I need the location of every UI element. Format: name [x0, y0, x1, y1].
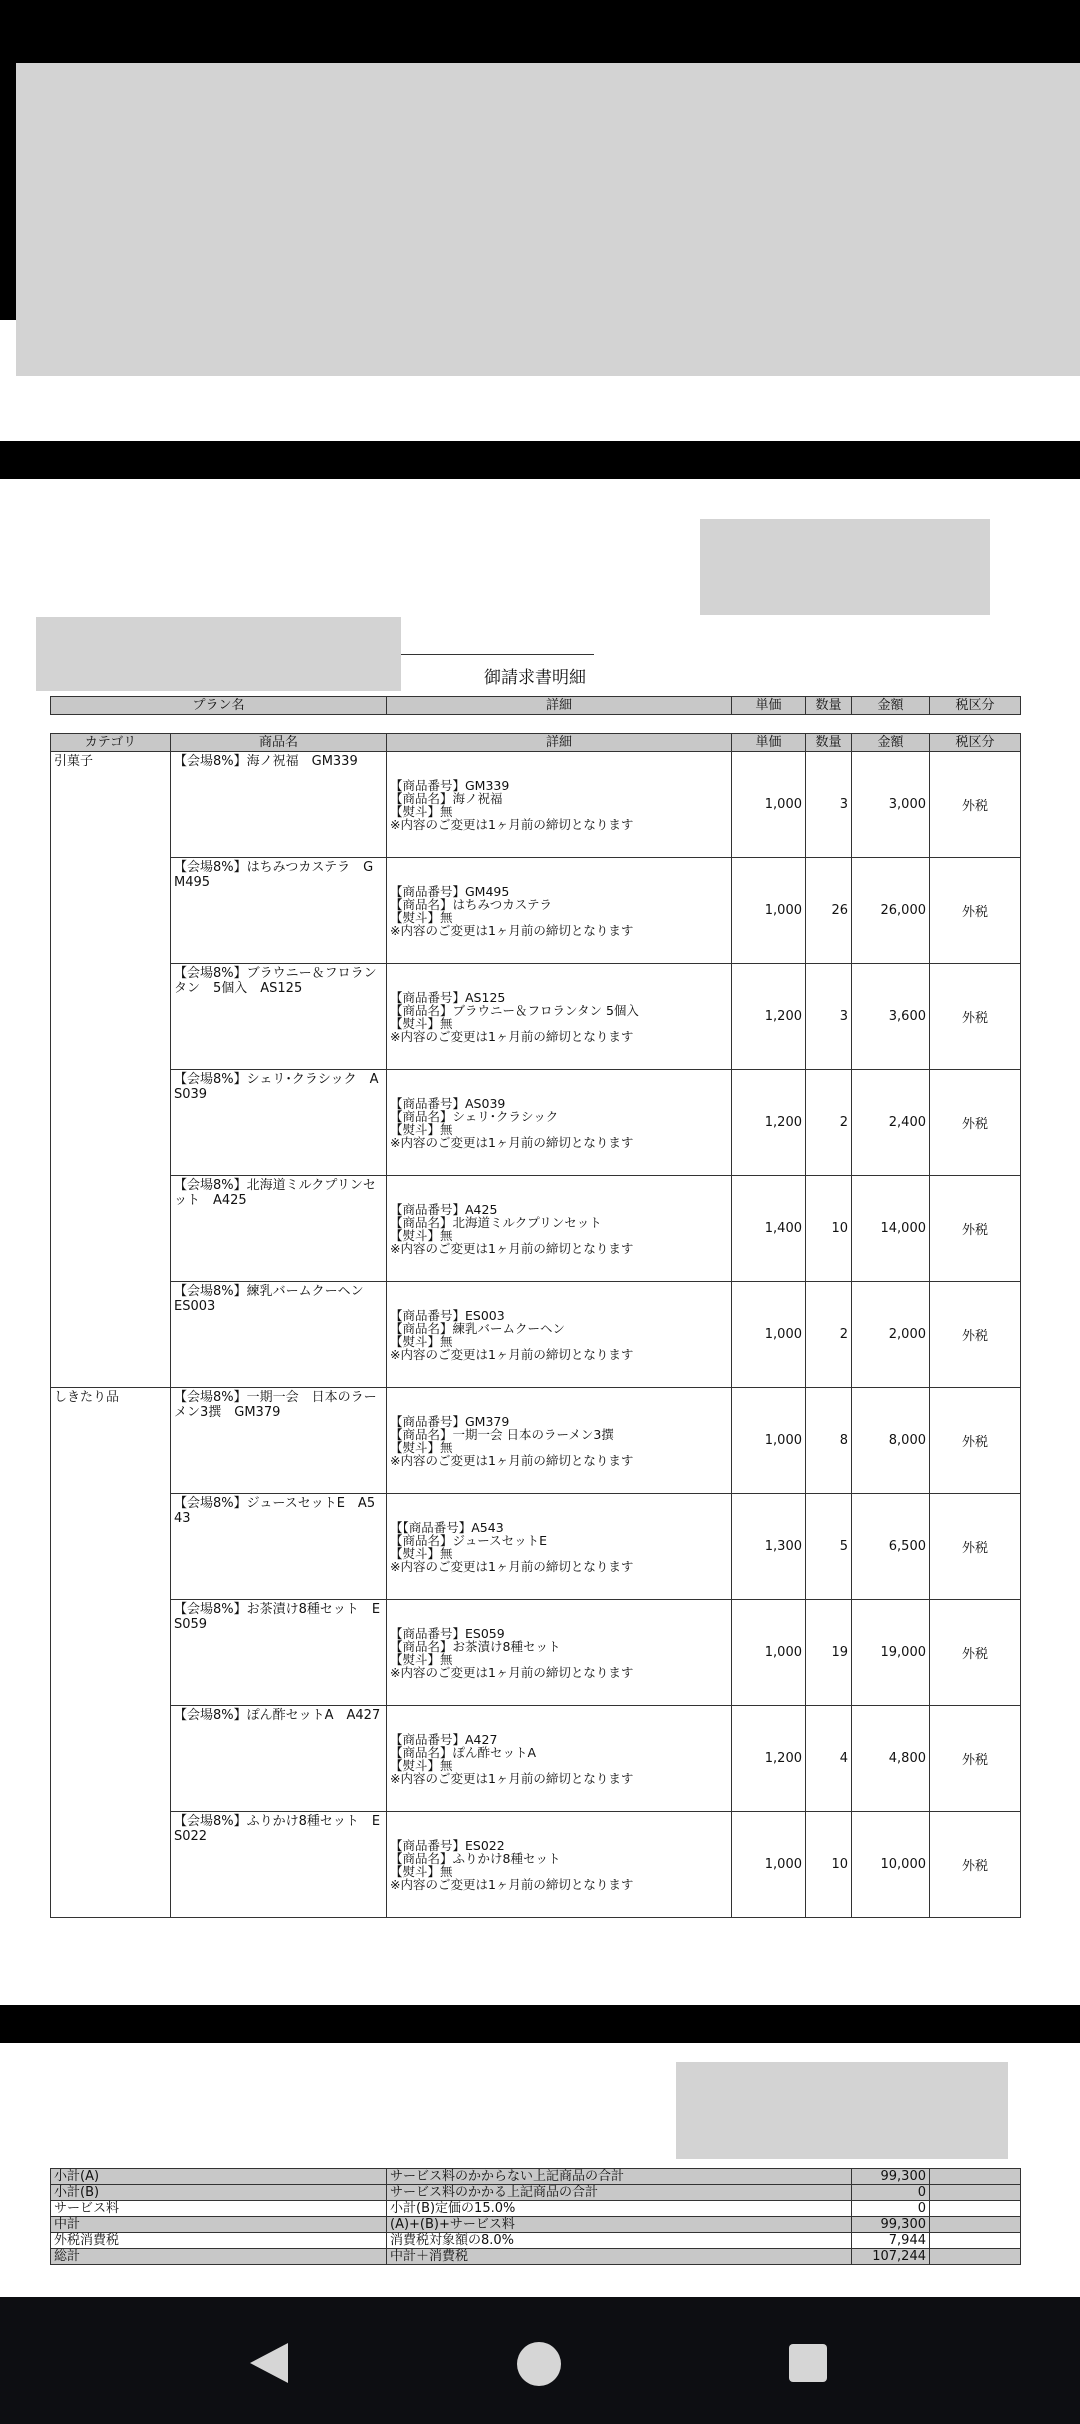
detail-line: 【商品番号】A425 [390, 1201, 498, 1217]
detail-line: 【熨斗】無 [390, 909, 453, 925]
summary-blank [930, 2249, 1021, 2265]
amount-cell: 3,000 [852, 752, 930, 858]
detail-line: 【商品名】お茶漬け8種セット [390, 1638, 561, 1654]
summary-blank [930, 2169, 1021, 2185]
left-edge-band [0, 63, 16, 320]
redacted-recipient [36, 617, 401, 691]
table-row [51, 858, 1021, 964]
detail-line: 【商品名】ジュースセットE [390, 1532, 548, 1548]
detail-line: 【商品番号】ES003 [390, 1307, 505, 1323]
detail-line: ※内容のご変更は1ヶ月前の締切となります [390, 1876, 634, 1892]
amount-cell: 2,400 [852, 1070, 930, 1176]
summary-value: 7,944 [852, 2233, 930, 2249]
tax-type-cell: 外税 [930, 1706, 1021, 1812]
detail-line: 【商品名】一期一会 日本のラーメン3撰 [390, 1426, 614, 1442]
detail-line: 【熨斗】無 [390, 1121, 453, 1137]
summary-value: 0 [852, 2185, 930, 2201]
summary-row [51, 2169, 1021, 2185]
summary-row [51, 2249, 1021, 2265]
summary-body [51, 2169, 1021, 2265]
table-row [51, 752, 1021, 858]
summary-blank [930, 2201, 1021, 2217]
unit-price-cell: 1,300 [732, 1494, 806, 1600]
summary-label: 外税消費税 [51, 2233, 387, 2249]
detail-line: 【【商品番号】A543 [390, 1519, 504, 1535]
summary-description: サービス料のかかる上記商品の合計 [387, 2185, 852, 2201]
summary-description: 消費税対象額の8.0% [387, 2233, 852, 2249]
amount-cell: 3,600 [852, 964, 930, 1070]
tax-type-cell: 外税 [930, 1176, 1021, 1282]
top-band [0, 0, 1080, 63]
detail-line: ※内容のご変更は1ヶ月前の締切となります [390, 1134, 634, 1150]
quantity-cell: 10 [806, 1176, 852, 1282]
detail-line: ※内容のご変更は1ヶ月前の締切となります [390, 1028, 634, 1044]
detail-line: 【商品名】はちみつカステラ [390, 896, 553, 912]
redacted-header [16, 63, 1080, 376]
summary-table [50, 2168, 1021, 2265]
quantity-cell: 5 [806, 1494, 852, 1600]
summary-label: サービス料 [51, 2201, 387, 2217]
title-underline [401, 654, 594, 655]
quantity-cell: 2 [806, 1070, 852, 1176]
page-separator [0, 441, 1080, 479]
item-header-cell: 単価 [732, 734, 806, 752]
summary-value: 107,244 [852, 2249, 930, 2265]
summary-row [51, 2201, 1021, 2217]
unit-price-cell: 1,200 [732, 1706, 806, 1812]
product-name-cell: 【会場8%】ふりかけ8種セット ES022 [171, 1812, 387, 1918]
detail-cell [387, 1812, 732, 1918]
item-table [50, 733, 1021, 1918]
item-body [51, 752, 1021, 1918]
unit-price-cell: 1,000 [732, 1600, 806, 1706]
document-title: 御請求書明細 [484, 668, 586, 688]
detail-line: ※内容のご変更は1ヶ月前の締切となります [390, 1770, 634, 1786]
detail-line: ※内容のご変更は1ヶ月前の締切となります [390, 816, 634, 832]
summary-description: 小計(B)定価の15.0% [387, 2201, 852, 2217]
product-name-cell: 【会場8%】ぽん酢セットA A427 [171, 1706, 387, 1812]
back-triangle-icon[interactable] [248, 2341, 290, 2385]
item-header-cell: 詳細 [387, 734, 732, 752]
tax-type-cell: 外税 [930, 858, 1021, 964]
amount-cell: 19,000 [852, 1600, 930, 1706]
quantity-cell: 3 [806, 752, 852, 858]
detail-line: 【商品名】ぽん酢セットA [390, 1744, 537, 1760]
unit-price-cell: 1,000 [732, 1388, 806, 1494]
plan-header-cell: 詳細 [387, 697, 732, 715]
detail-cell [387, 1388, 732, 1494]
summary-description: (A)+(B)+サービス料 [387, 2217, 852, 2233]
detail-line: 【熨斗】無 [390, 1651, 453, 1667]
table-row [51, 1494, 1021, 1600]
table-row [51, 1600, 1021, 1706]
tax-type-cell: 外税 [930, 1388, 1021, 1494]
item-header-cell: 金額 [852, 734, 930, 752]
detail-line: 【商品名】ブラウニー＆フロランタン 5個入 [390, 1002, 639, 1018]
plan-header-cell: 単価 [732, 697, 806, 715]
summary-row [51, 2217, 1021, 2233]
summary-blank [930, 2217, 1021, 2233]
amount-cell: 14,000 [852, 1176, 930, 1282]
product-name-cell: 【会場8%】ジュースセットE A543 [171, 1494, 387, 1600]
detail-line: ※内容のご変更は1ヶ月前の締切となります [390, 1558, 634, 1574]
summary-row [51, 2185, 1021, 2201]
detail-cell [387, 1176, 732, 1282]
product-name-cell: 【会場8%】ブラウニー＆フロランタン 5個入 AS125 [171, 964, 387, 1070]
item-header-cell: カテゴリ [51, 734, 171, 752]
amount-cell: 2,000 [852, 1282, 930, 1388]
quantity-cell: 10 [806, 1812, 852, 1918]
detail-line: 【熨斗】無 [390, 1757, 453, 1773]
table-row [51, 1812, 1021, 1918]
summary-label: 小計(B) [51, 2185, 387, 2201]
detail-line: 【商品番号】GM339 [390, 777, 510, 793]
unit-price-cell: 1,000 [732, 858, 806, 964]
quantity-cell: 2 [806, 1282, 852, 1388]
detail-line: 【商品番号】ES059 [390, 1625, 505, 1641]
quantity-cell: 8 [806, 1388, 852, 1494]
detail-cell [387, 1494, 732, 1600]
plan-header-table [50, 696, 1021, 715]
unit-price-cell: 1,200 [732, 1070, 806, 1176]
tax-type-cell: 外税 [930, 1282, 1021, 1388]
summary-label: 総計 [51, 2249, 387, 2265]
detail-line: 【商品番号】AS125 [390, 989, 506, 1005]
detail-line: ※内容のご変更は1ヶ月前の締切となります [390, 922, 634, 938]
unit-price-cell: 1,000 [732, 1282, 806, 1388]
item-header-cell: 税区分 [930, 734, 1021, 752]
detail-cell [387, 752, 732, 858]
quantity-cell: 3 [806, 964, 852, 1070]
detail-cell [387, 1070, 732, 1176]
detail-line: 【商品番号】A427 [390, 1731, 498, 1747]
redacted-stamp [700, 519, 990, 615]
unit-price-cell: 1,200 [732, 964, 806, 1070]
home-circle-icon[interactable] [516, 2341, 562, 2387]
product-name-cell: 【会場8%】シェリ･クラシック AS039 [171, 1070, 387, 1176]
detail-cell [387, 858, 732, 964]
unit-price-cell: 1,000 [732, 1812, 806, 1918]
summary-value: 0 [852, 2201, 930, 2217]
table-row [51, 1282, 1021, 1388]
item-header-row [51, 734, 1021, 752]
detail-cell [387, 1706, 732, 1812]
plan-header-row [51, 697, 1021, 715]
quantity-cell: 19 [806, 1600, 852, 1706]
table-row [51, 964, 1021, 1070]
product-name-cell: 【会場8%】お茶漬け8種セット ES059 [171, 1600, 387, 1706]
plan-header-cell: プラン名 [51, 697, 387, 715]
detail-line: 【商品名】シェリ･クラシック [390, 1108, 559, 1124]
tax-type-cell: 外税 [930, 1070, 1021, 1176]
amount-cell: 26,000 [852, 858, 930, 964]
table-row [51, 1706, 1021, 1812]
detail-line: 【熨斗】無 [390, 803, 453, 819]
table-row [51, 1176, 1021, 1282]
summary-label: 小計(A) [51, 2169, 387, 2185]
unit-price-cell: 1,400 [732, 1176, 806, 1282]
recents-square-icon[interactable] [788, 2343, 828, 2383]
product-name-cell: 【会場8%】一期一会 日本のラーメン3撰 GM379 [171, 1388, 387, 1494]
detail-line: 【熨斗】無 [390, 1227, 453, 1243]
amount-cell: 6,500 [852, 1494, 930, 1600]
item-header-cell: 数量 [806, 734, 852, 752]
quantity-cell: 4 [806, 1706, 852, 1812]
detail-line: 【熨斗】無 [390, 1333, 453, 1349]
item-header-cell: 商品名 [171, 734, 387, 752]
table-row [51, 1388, 1021, 1494]
detail-cell [387, 1600, 732, 1706]
summary-blank [930, 2233, 1021, 2249]
product-name-cell: 【会場8%】練乳バームクーヘン ES003 [171, 1282, 387, 1388]
detail-line: 【熨斗】無 [390, 1545, 453, 1561]
summary-value: 99,300 [852, 2217, 930, 2233]
detail-line: ※内容のご変更は1ヶ月前の締切となります [390, 1240, 634, 1256]
detail-cell [387, 1282, 732, 1388]
summary-blank [930, 2185, 1021, 2201]
detail-line: 【商品名】練乳バームクーヘン [390, 1320, 566, 1336]
unit-price-cell: 1,000 [732, 752, 806, 858]
detail-line: 【熨斗】無 [390, 1015, 453, 1031]
page-separator-2 [0, 2005, 1080, 2043]
plan-header-cell: 数量 [806, 697, 852, 715]
detail-line: 【商品番号】GM495 [390, 883, 510, 899]
redacted-stamp-2 [676, 2062, 1008, 2159]
product-name-cell: 【会場8%】北海道ミルクプリンセット A425 [171, 1176, 387, 1282]
category-cell: 引菓子 [51, 752, 171, 1388]
navigation-bar [0, 2297, 1080, 2424]
amount-cell: 4,800 [852, 1706, 930, 1812]
tax-type-cell: 外税 [930, 1812, 1021, 1918]
detail-line: 【商品番号】AS039 [390, 1095, 506, 1111]
product-name-cell: 【会場8%】海ノ祝福 GM339 [171, 752, 387, 858]
amount-cell: 8,000 [852, 1388, 930, 1494]
tax-type-cell: 外税 [930, 1600, 1021, 1706]
tax-type-cell: 外税 [930, 752, 1021, 858]
summary-label: 中計 [51, 2217, 387, 2233]
table-row [51, 1070, 1021, 1176]
detail-line: 【熨斗】無 [390, 1863, 453, 1879]
detail-line: ※内容のご変更は1ヶ月前の締切となります [390, 1346, 634, 1362]
detail-line: 【商品名】ふりかけ8種セット [390, 1850, 561, 1866]
detail-line: 【商品番号】GM379 [390, 1413, 510, 1429]
detail-line: 【熨斗】無 [390, 1439, 453, 1455]
detail-line: ※内容のご変更は1ヶ月前の締切となります [390, 1664, 634, 1680]
quantity-cell: 26 [806, 858, 852, 964]
amount-cell: 10,000 [852, 1812, 930, 1918]
plan-header-cell: 税区分 [930, 697, 1021, 715]
tax-type-cell: 外税 [930, 1494, 1021, 1600]
tax-type-cell: 外税 [930, 964, 1021, 1070]
detail-cell [387, 964, 732, 1070]
plan-header-cell: 金額 [852, 697, 930, 715]
detail-line: 【商品名】北海道ミルクプリンセット [390, 1214, 602, 1230]
summary-row [51, 2233, 1021, 2249]
category-cell: しきたり品 [51, 1388, 171, 1918]
detail-line: 【商品番号】ES022 [390, 1837, 505, 1853]
product-name-cell: 【会場8%】はちみつカステラ GM495 [171, 858, 387, 964]
summary-value: 99,300 [852, 2169, 930, 2185]
summary-description: 中計＋消費税 [387, 2249, 852, 2265]
detail-line: 【商品名】海ノ祝福 [390, 790, 503, 806]
detail-line: ※内容のご変更は1ヶ月前の締切となります [390, 1452, 634, 1468]
summary-description: サービス料のかからない上記商品の合計 [387, 2169, 852, 2185]
